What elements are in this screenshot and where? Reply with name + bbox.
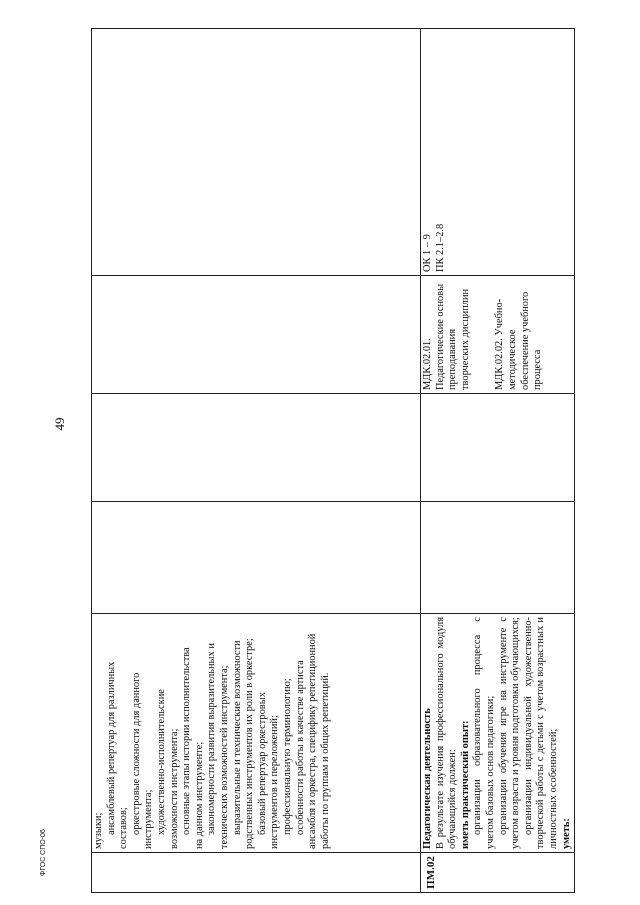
table-row-continuation: [92, 29, 421, 893]
experience-item: организации обучения игре на инструменте с учетом возраста и уровня подготовки обучающихся;: [497, 617, 522, 849]
footer-label: ФГОС СПО-06: [40, 829, 47, 876]
hours-cell-2: [421, 394, 575, 502]
module-code: ПМ.02: [421, 853, 575, 893]
experience-item: организации образовательного процесса с учетом базовых основ педагогики;: [472, 617, 496, 849]
text-line: возможности инструмента;: [168, 728, 180, 849]
hours-cell-2: [92, 394, 421, 502]
competencies-cell: [92, 29, 421, 276]
text-line: особенности работы в качестве артиста: [294, 660, 306, 835]
hours-cell: [92, 502, 421, 614]
competency-item: ОК 1 – 9: [422, 234, 433, 272]
text-line: основные этапы истории исполнительства: [181, 647, 193, 835]
text-line: ансамбля и оркестра, специфику репетиционной: [307, 633, 319, 849]
text-line: инструментов и переложений;: [269, 715, 281, 849]
curriculum-table: [91, 28, 575, 893]
module-title: Педагогическая деятельность: [422, 708, 433, 849]
experience-item: организации индивидуальной художественно-творческой работы с детьми с учетом возрастных и личностных особенностей;: [522, 617, 559, 849]
courses-cell: [92, 276, 421, 394]
text-line: на данном инструменте;: [193, 741, 205, 849]
knowledge-cell: [92, 614, 421, 853]
module-description-cell: [421, 614, 575, 853]
text-line: выразительные и технические возможности: [231, 640, 243, 835]
code-cell: [92, 853, 421, 893]
hours-cell: [421, 502, 575, 614]
course-item: МДК.02.02. Учебно-методическое обеспечение учебного процесса: [494, 291, 544, 390]
module-intro: В результате изучения профессионального модуля обучающийся должен:: [434, 617, 459, 849]
text-line: родственных инструментов их роли в оркестре;: [244, 638, 256, 849]
table-row-pm02: [421, 29, 575, 893]
text-line: художественно-исполнительские: [155, 689, 167, 835]
text-line: оркестровые сложности для данного: [130, 672, 142, 835]
text-line: ансамблевый репертуар для различных: [105, 661, 117, 835]
page-number: 49: [52, 417, 67, 431]
competency-item: ПК 2.1–2.8: [434, 223, 446, 272]
text-line: профессиональную терминологию;: [281, 678, 293, 835]
text-line: составов;: [118, 807, 130, 849]
rotated-table-container: [91, 29, 572, 893]
text-line: инструмента;: [143, 789, 155, 849]
text-line: работы по группам и общих репетиций.: [319, 672, 331, 849]
text-line: технических возможностей инструмента;: [218, 665, 230, 849]
skills-heading: уметь:: [560, 818, 572, 849]
courses-cell: [421, 276, 575, 394]
course-item: МДК.02.01. Педагогические основы преподавания творческих дисциплин: [422, 283, 471, 390]
text-line: музыки;: [93, 812, 104, 849]
competencies-cell: [421, 29, 575, 276]
text-line: закономерности развития выразительных и: [206, 643, 218, 835]
text-line: базовый репертуар оркестровых: [256, 692, 268, 835]
experience-heading: иметь практический опыт:: [459, 720, 471, 849]
